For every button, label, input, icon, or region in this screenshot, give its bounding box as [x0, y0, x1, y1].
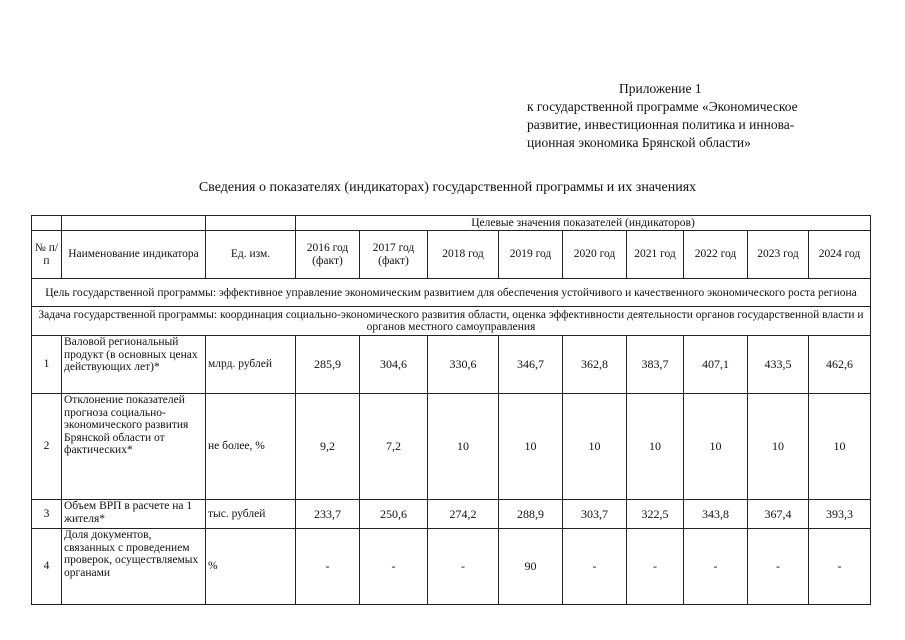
program-task: Задача государственной программы: координация социально-экономического развития области, оценка эффективности деятельности органов государственной власти и органов местного самоуправления: [32, 307, 871, 336]
appendix-line: Приложение 1: [619, 81, 702, 96]
appendix-caption: [527, 80, 857, 152]
indicator-value: 393,3: [809, 500, 871, 529]
document-title: Сведения о показателях (индикаторах) государственной программы и их значениях: [198, 180, 697, 195]
blank-cell: [62, 216, 206, 231]
indicator-value: -: [428, 529, 499, 605]
indicator-value: -: [360, 529, 428, 605]
column-header-year: 2019 год: [499, 231, 563, 279]
row-number: 2: [32, 394, 62, 500]
indicator-value: 10: [627, 394, 684, 500]
column-header-year: 2024 год: [809, 231, 871, 279]
indicator-name: Валовой региональный продукт (в основных ценах действующих лет)*: [62, 336, 206, 394]
indicator-value: 7,2: [360, 394, 428, 500]
indicator-value: -: [748, 529, 809, 605]
indicator-value: 330,6: [428, 336, 499, 394]
header-row: [32, 231, 871, 279]
appendix-line: развитие, инвестиционная политика и иннова-: [527, 117, 795, 132]
column-header-year: 2021 год: [627, 231, 684, 279]
column-header-unit: Ед. изм.: [206, 231, 296, 279]
indicator-name: Доля документов, связанных с проведением проверок, осуществляемых органами: [62, 529, 206, 605]
target-values-header: Целевые значения показателей (индикаторов): [296, 216, 871, 231]
row-number: 3: [32, 500, 62, 529]
header-row-group: [32, 216, 871, 231]
indicator-value: -: [563, 529, 627, 605]
indicator-value: 10: [748, 394, 809, 500]
table-row: [32, 500, 871, 529]
indicator-value: 383,7: [627, 336, 684, 394]
indicator-value: 304,6: [360, 336, 428, 394]
indicator-unit: %: [206, 529, 296, 605]
column-header-year: 2020 год: [563, 231, 627, 279]
goal-row: [32, 279, 871, 307]
column-header-year: 2023 год: [748, 231, 809, 279]
column-header-name: Наименование индикатора: [62, 231, 206, 279]
indicator-value: 250,6: [360, 500, 428, 529]
table-row: [32, 529, 871, 605]
table-row: [32, 336, 871, 394]
indicator-value: 10: [563, 394, 627, 500]
indicator-value: 90: [499, 529, 563, 605]
indicator-name: Отклонение показателей прогноза социально-экономического развития Брянской области от фактических*: [62, 394, 206, 500]
indicator-value: 367,4: [748, 500, 809, 529]
indicator-value: 362,8: [563, 336, 627, 394]
indicator-value: -: [809, 529, 871, 605]
indicators-table: [31, 215, 871, 605]
column-header-year: 2022 год: [684, 231, 748, 279]
indicator-value: 233,7: [296, 500, 360, 529]
indicator-value: 10: [499, 394, 563, 500]
blank-cell: [32, 216, 62, 231]
task-row: [32, 307, 871, 336]
indicator-value: 10: [428, 394, 499, 500]
indicator-unit: млрд. рублей: [206, 336, 296, 394]
appendix-line: к государственной программе «Экономическое: [527, 99, 798, 114]
column-header-year: 2017 год (факт): [360, 231, 428, 279]
indicator-value: 10: [684, 394, 748, 500]
indicator-value: 9,2: [296, 394, 360, 500]
indicator-value: 303,7: [563, 500, 627, 529]
column-header-year: 2018 год: [428, 231, 499, 279]
indicator-value: 433,5: [748, 336, 809, 394]
column-header-num: № п/п: [32, 231, 62, 279]
indicator-value: 285,9: [296, 336, 360, 394]
indicator-value: 407,1: [684, 336, 748, 394]
indicator-value: -: [684, 529, 748, 605]
row-number: 1: [32, 336, 62, 394]
row-number: 4: [32, 529, 62, 605]
indicator-unit: тыс. рублей: [206, 500, 296, 529]
indicator-unit: не более, %: [206, 394, 296, 500]
table-row: [32, 394, 871, 500]
indicator-value: 462,6: [809, 336, 871, 394]
indicator-value: -: [627, 529, 684, 605]
indicator-value: 10: [809, 394, 871, 500]
program-goal: Цель государственной программы: эффективное управление экономическим развитием для обеспечения устойчивого и качественного экономического роста региона: [32, 279, 871, 307]
indicator-name: Объем ВРП в расчете на 1 жителя*: [62, 500, 206, 529]
indicator-value: -: [296, 529, 360, 605]
indicator-value: 288,9: [499, 500, 563, 529]
indicator-value: 343,8: [684, 500, 748, 529]
blank-cell: [206, 216, 296, 231]
appendix-line: ционная экономика Брянской области»: [527, 135, 751, 150]
column-header-year: 2016 год (факт): [296, 231, 360, 279]
indicator-value: 346,7: [499, 336, 563, 394]
indicator-value: 322,5: [627, 500, 684, 529]
indicator-value: 274,2: [428, 500, 499, 529]
